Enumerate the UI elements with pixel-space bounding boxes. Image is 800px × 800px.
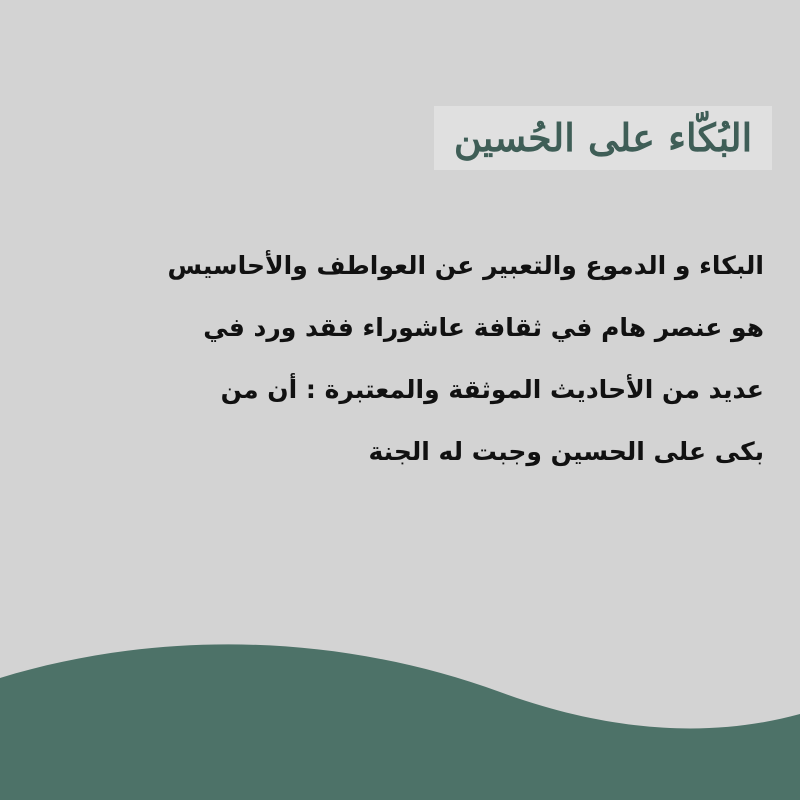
body-line-3: عديد من الأحاديث الموثقة والمعتبرة : أن من <box>220 375 764 404</box>
wave-shape <box>0 644 800 800</box>
decorative-wave <box>0 640 800 800</box>
body-line-4: بكى على الحسين وجبت له الجنة <box>368 437 764 466</box>
body-line-1: البكاء و الدموع والتعبير عن العواطف والأحاسيس <box>167 251 764 280</box>
body-line-2: هو عنصر هام في ثقافة عاشوراء فقد ورد في <box>203 313 764 342</box>
title-box <box>434 106 772 170</box>
body-text <box>124 250 764 498</box>
page-title: البُكّاء على الحُسين <box>453 115 753 160</box>
